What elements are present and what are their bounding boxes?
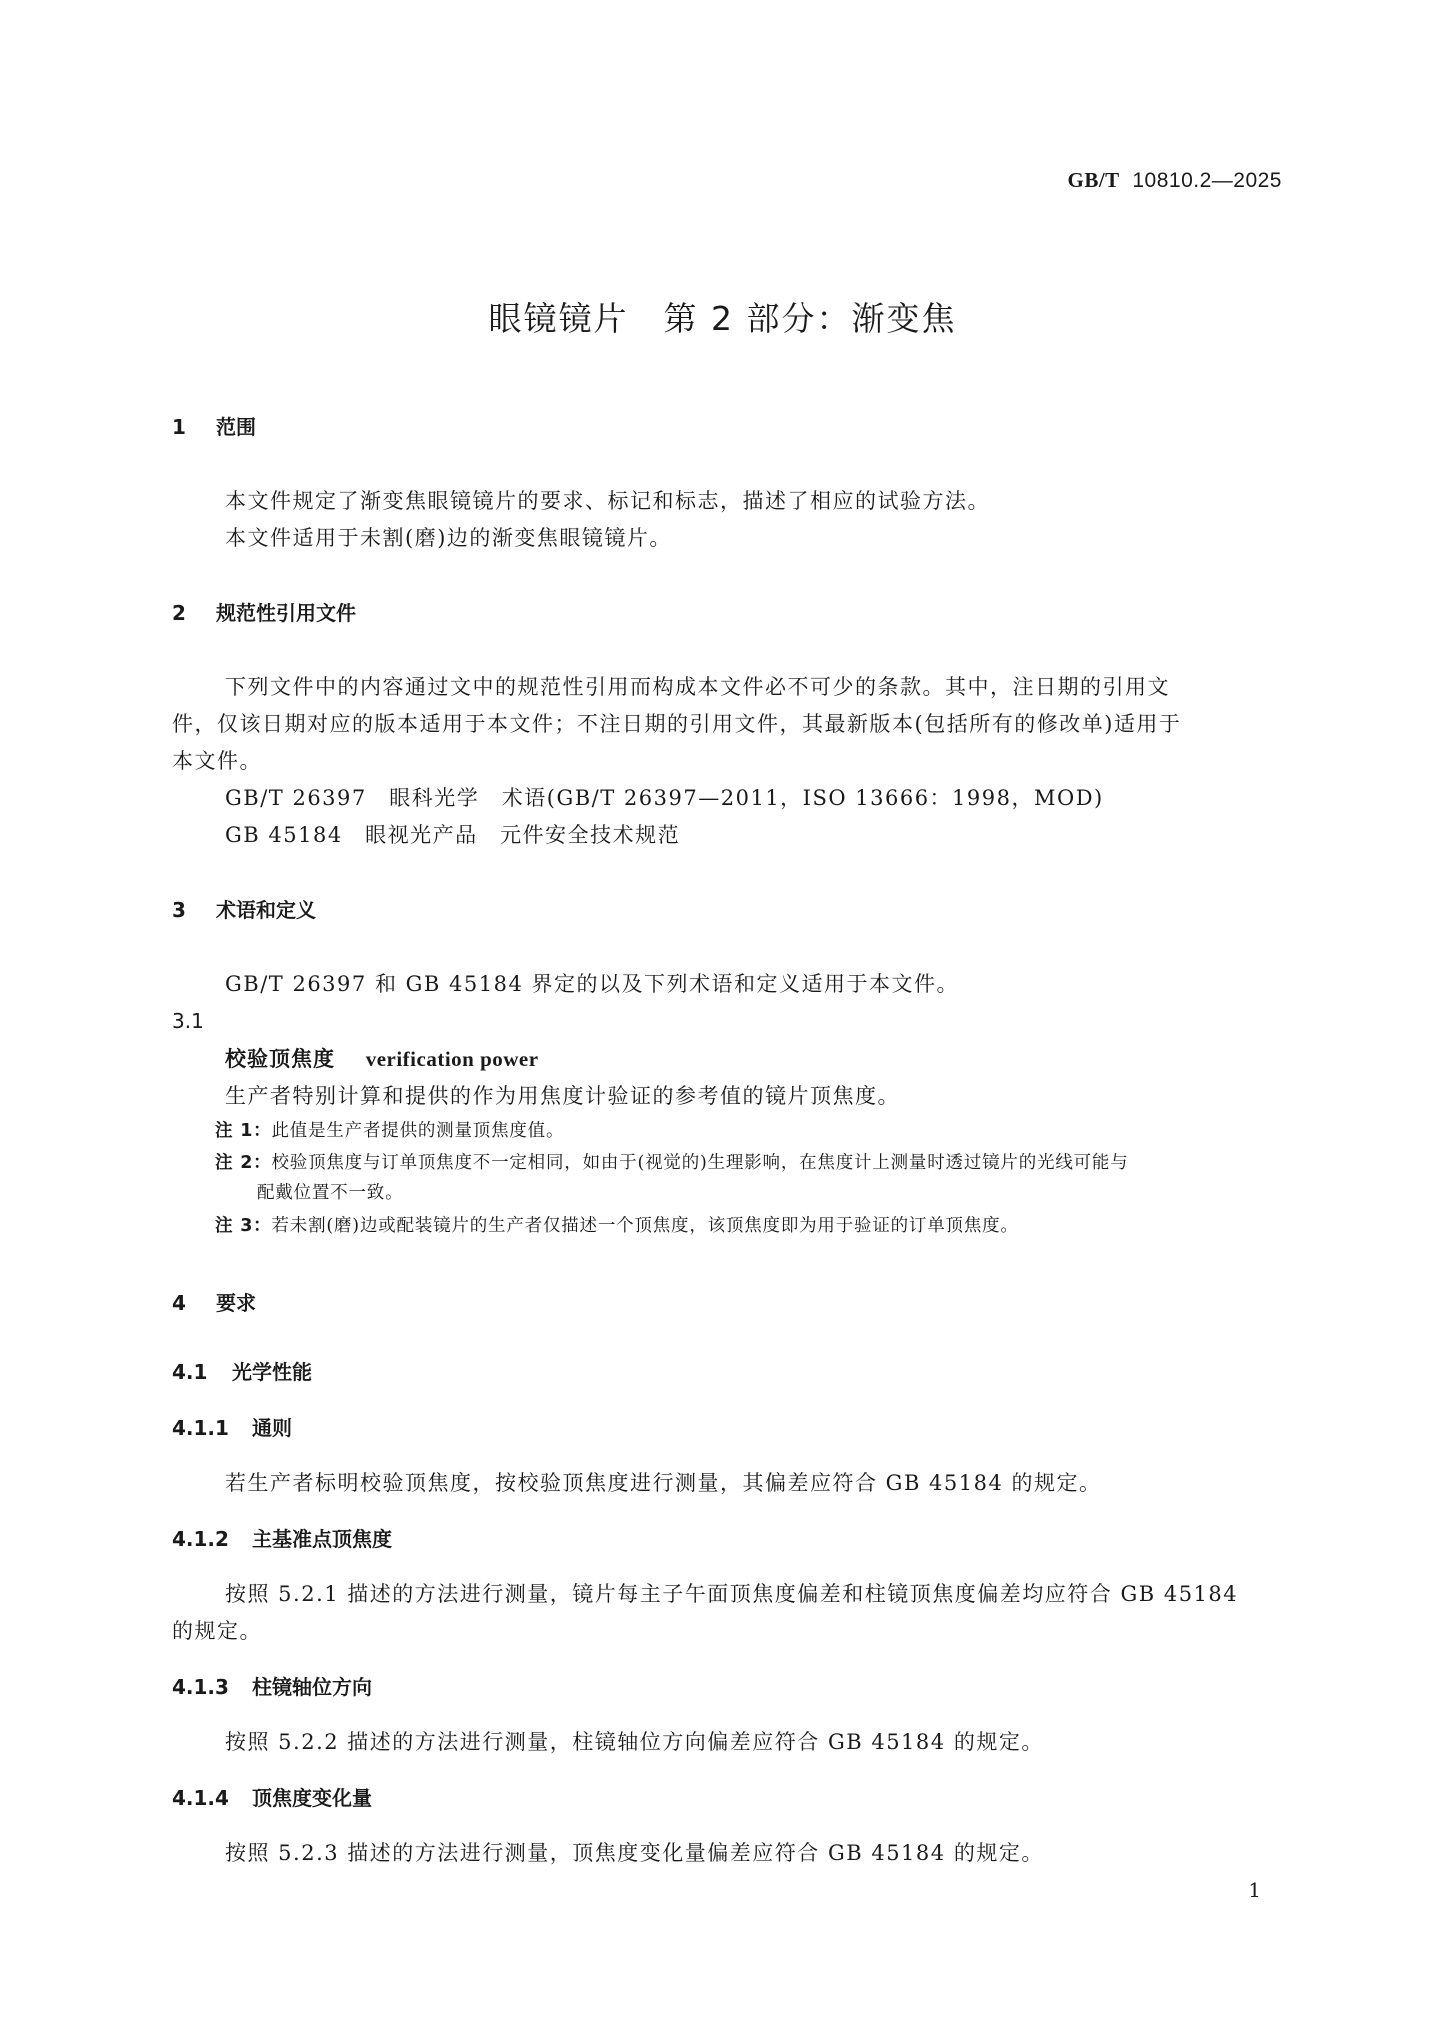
standard-code [1068,168,1283,193]
section-4-1-4-heading [172,1782,372,1811]
section-4-number: 4 [172,1291,186,1315]
section-2-paragraph-line-2: 件，仅该日期对应的版本适用于本文件；不注日期的引用文件，其最新版本(包括所有的修改单)适用于 [172,712,1182,736]
section-2-paragraph-line-3: 本文件。 [172,749,262,773]
section-2-heading [172,597,356,626]
term-3-1-definition: 生产者特别计算和提供的作为用焦度计验证的参考值的镜片顶焦度。 [225,1084,900,1108]
section-4-1-1-number: 4.1.1 [172,1416,229,1440]
section-3-title: 术语和定义 [216,898,316,922]
term-3-1-chinese: 校验顶焦度 [225,1047,335,1071]
note-3 [215,1212,1019,1237]
note-3-label: 注 3： [215,1216,272,1236]
note-1-text: 此值是生产者提供的测量顶焦度值。 [271,1121,565,1141]
note-2-label: 注 2： [215,1153,272,1173]
note-3-text: 若未割(磨)边或配装镜片的生产者仅描述一个顶焦度，该顶焦度即为用于验证的订单顶焦度。 [271,1216,1019,1236]
section-4-1-1-paragraph: 若生产者标明校验顶焦度，按校验顶焦度进行测量，其偏差应符合 GB 45184 的规定。 [225,1471,1102,1495]
section-4-1-2-paragraph-line-1: 按照 5.2.1 描述的方法进行测量，镜片每主子午面顶焦度偏差和柱镜顶焦度偏差均应符合 GB 45184 [225,1582,1239,1606]
term-3-1-number: 3.1 [172,1009,204,1033]
section-2-title: 规范性引用文件 [216,601,356,625]
section-4-1-4-number: 4.1.4 [172,1786,229,1810]
document-title: 眼镜镜片 第 2 部分：渐变焦 [488,299,957,338]
section-4-title: 要求 [216,1291,256,1315]
section-4-1-4-title: 顶焦度变化量 [252,1786,372,1810]
section-1-paragraph-1: 本文件规定了渐变焦眼镜镜片的要求、标记和标志，描述了相应的试验方法。 [225,489,990,513]
page-number: 1 [1248,1878,1261,1902]
section-2-number: 2 [172,601,186,625]
note-2-text-line-2: 配戴位置不一致。 [257,1183,404,1203]
section-4-1-1-heading [172,1412,292,1441]
note-1-label: 注 1： [215,1121,272,1141]
section-4-1-number: 4.1 [172,1360,208,1384]
section-4-1-3-number: 4.1.3 [172,1675,229,1699]
section-3-paragraph: GB/T 26397 和 GB 45184 界定的以及下列术语和定义适用于本文件。 [225,972,959,996]
note-2 [215,1149,1129,1174]
normative-reference-2: GB 45184 眼视光产品 元件安全技术规范 [225,823,681,847]
section-4-1-2-title: 主基准点顶焦度 [252,1527,392,1551]
section-4-1-title: 光学性能 [232,1360,312,1384]
section-4-1-1-title: 通则 [252,1416,292,1440]
section-3-heading [172,894,316,923]
standard-prefix: GB/T [1067,168,1120,192]
section-4-1-3-paragraph: 按照 5.2.2 描述的方法进行测量，柱镜轴位方向偏差应符合 GB 45184 的规定。 [225,1730,1044,1754]
section-1-paragraph-2: 本文件适用于未割(磨)边的渐变焦眼镜镜片。 [225,526,672,550]
section-4-1-2-number: 4.1.2 [172,1527,229,1551]
section-4-1-2-paragraph-line-2: 的规定。 [172,1619,262,1643]
section-4-1-3-heading [172,1671,372,1700]
section-4-heading [172,1287,256,1316]
section-2-paragraph-line-1: 下列文件中的内容通过文中的规范性引用而构成本文件必不可少的条款。其中，注日期的引用文 [225,675,1170,699]
standard-number: 10810.2—2025 [1132,169,1282,192]
note-2-text-line-1: 校验顶焦度与订单顶焦度不一定相同，如由于(视觉的)生理影响，在焦度计上测量时透过镜片的光线可能与 [271,1153,1129,1173]
section-1-number: 1 [172,415,186,439]
section-4-1-4-paragraph: 按照 5.2.3 描述的方法进行测量，顶焦度变化量偏差应符合 GB 45184 的规定。 [225,1841,1044,1865]
section-4-1-3-title: 柱镜轴位方向 [252,1675,372,1699]
section-4-1-heading [172,1356,312,1385]
normative-reference-1: GB/T 26397 眼科光学 术语(GB/T 26397—2011，ISO 13666：1998，MOD) [225,786,1104,810]
term-3-1-heading [225,1043,539,1073]
section-1-title: 范围 [216,415,256,439]
section-4-1-2-heading [172,1523,392,1552]
section-3-number: 3 [172,898,186,922]
section-1-heading [172,411,256,440]
note-1 [215,1117,564,1142]
term-3-1-english: verification power [365,1047,539,1071]
